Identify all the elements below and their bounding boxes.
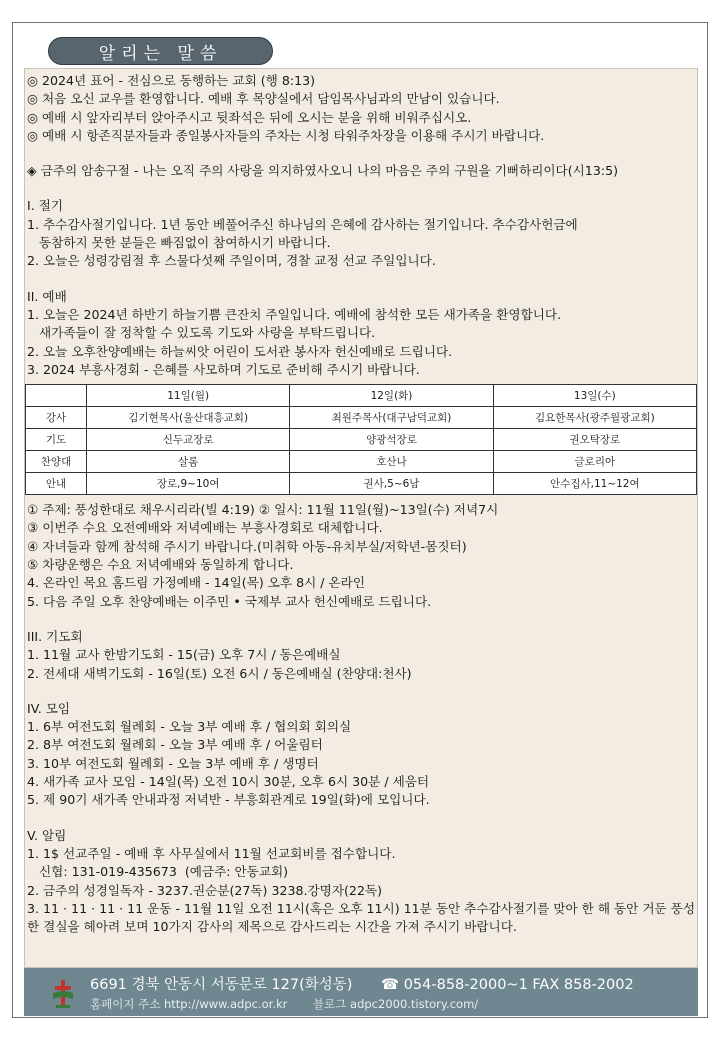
list-item: 동참하지 못한 분들은 빠짐없이 참여하시기 바랍니다. xyxy=(27,235,331,251)
table-cell: 13일(수) xyxy=(493,385,696,407)
announcement-line: ◎ 처음 오신 교우를 환영합니다. 예배 후 목양실에서 담임목사님과의 만남이 있습니다. xyxy=(27,91,500,107)
table-cell: 강사 xyxy=(26,407,87,429)
list-item: ① 주제: 풍성한대로 채우시리라(빌 4:19) ② 일시: 11월 11일(월)~13일(수) 저녁7시 xyxy=(27,502,499,518)
list-item: 4. 온라인 목요 홈드림 가정예배 - 14일(목) 오후 8시 / 온라인 xyxy=(27,575,366,591)
announcement-line: ◎ 예배 시 앞자리부터 앉아주시고 뒷좌석은 뒤에 오시는 분을 위해 비워주십시오. xyxy=(27,109,472,125)
list-item: 1. 6부 여전도회 월례회 - 오늘 3부 예배 후 / 협의회 회의실 xyxy=(27,719,352,735)
list-item: 4. 새가족 교사 모임 - 14일(목) 오전 10시 30분, 오후 6시 30분 / 세움터 xyxy=(27,774,430,790)
table-cell: 김기현목사(울산대흥교회) xyxy=(87,407,290,429)
footer-links xyxy=(90,996,478,1012)
table-cell: 12일(화) xyxy=(290,385,493,407)
page-title-text: 알리는 말씀 xyxy=(98,43,223,64)
list-item: 2. 전세대 새벽기도회 - 16일(토) 오전 6시 / 동은예배실 (찬양대:천사) xyxy=(27,665,412,681)
list-item: 2. 오늘 오후찬양예배는 하늘씨앗 어린이 도서관 봉사자 헌신예배로 드립니다. xyxy=(27,343,453,359)
list-item: 1. 추수감사절기입니다. 1년 동안 베풀어주신 하나님의 은혜에 감사하는 절기입니다. 추수감사헌금에 xyxy=(27,216,578,232)
memory-verse: ◈ 금주의 암송구절 - 나는 오직 주의 사랑을 의지하였사오니 나의 마음은 주의 구원을 기뻐하리이다(시13:5) xyxy=(27,163,619,179)
announcement-line: ◎ 예배 시 항존직분자들과 종일봉사자들의 주차는 시청 타워주차장을 이용해 주시기 바랍니다. xyxy=(27,127,545,143)
footer-contact xyxy=(90,973,634,994)
table-cell: 글로리아 xyxy=(493,451,696,473)
table-cell: 찬양대 xyxy=(26,451,87,473)
table-cell: 안내 xyxy=(26,473,87,495)
section-heading: I. 절기 xyxy=(27,198,64,214)
list-item: 5. 다음 주일 오후 찬양예배는 이주민 • 국제부 교사 헌신예배로 드립니다. xyxy=(27,593,432,609)
footer-address: 6691 경북 안동시 서동문로 127(화성동) xyxy=(90,977,353,993)
table-header-row xyxy=(26,385,697,407)
table-cell: 호산나 xyxy=(290,451,493,473)
table-row xyxy=(26,451,697,473)
list-item: 1. 11월 교사 한밤기도회 - 15(금) 오후 7시 / 동은예배실 xyxy=(27,647,341,663)
section-heading: V. 알림 xyxy=(27,827,67,843)
church-logo-icon xyxy=(52,979,74,1009)
table-cell: 11일(월) xyxy=(87,385,290,407)
list-item: ④ 자녀들과 함께 참석해 주시기 바랍니다.(미취학 아동-유치부실/저학년-몸짓터) xyxy=(27,538,467,554)
table-cell: 김요한목사(광주월광교회) xyxy=(493,407,696,429)
table-row xyxy=(26,473,697,495)
table-cell: 신두교장로 xyxy=(87,429,290,451)
list-item: ⑤ 차량운행은 수요 저녁예배와 동일하게 합니다. xyxy=(27,557,294,573)
list-item: 3. 2024 부흥사경회 - 은혜를 사모하며 기도로 준비해 주시기 바랍니다. xyxy=(27,361,420,377)
homepage-link[interactable]: 홈페이지 주소 http://www.adpc.or.kr xyxy=(90,997,288,1011)
table-cell: 기도 xyxy=(26,429,87,451)
footer xyxy=(24,968,698,1016)
table-cell: 최원주목사(대구남덕교회) xyxy=(290,407,493,429)
section-heading: III. 기도회 xyxy=(27,628,83,644)
blog-link[interactable]: 블로그 adpc2000.tistory.com/ xyxy=(313,997,479,1011)
section-heading: IV. 모임 xyxy=(27,700,71,716)
table-cell xyxy=(26,385,87,407)
section-heading: II. 예배 xyxy=(27,288,67,304)
table-row xyxy=(26,407,697,429)
table-cell: 장로,9~10여 xyxy=(87,473,290,495)
revival-schedule-table xyxy=(25,384,697,495)
list-item: 5. 제 90기 새가족 안내과정 저녁반 - 부흥회관계로 19일(화)에 모입니다. xyxy=(27,792,430,808)
list-item: 새가족들이 잘 정착할 수 있도록 기도와 사랑을 부탁드립니다. xyxy=(27,325,376,341)
list-item: ③ 이번주 수요 오전예배와 저녁예배는 부흥사경회로 대체합니다. xyxy=(27,520,383,536)
footer-phone: ☎ 054-858-2000~1 FAX 858-2002 xyxy=(381,977,634,993)
table-cell: 권오탁장로 xyxy=(493,429,696,451)
announcement-text xyxy=(27,72,695,936)
list-item: 2. 금주의 성경일독자 - 3237.권순분(27독) 3238.강명자(22독) xyxy=(27,882,383,898)
page-title xyxy=(48,37,273,65)
list-item: 1. 오늘은 2024년 하반기 하늘기쁨 큰잔치 주일입니다. 예배에 참석한 모든 새가족을 환영합니다. xyxy=(27,306,562,322)
table-cell: 양광석장로 xyxy=(290,429,493,451)
list-item: 3. 11 · 11 · 11 · 11 운동 - 11월 11일 오전 11시(혹은 오후 11시) 11분 동안 추수감사절기를 맞아 한 해 동안 거둔 풍성한 결실을 헤아려 보며 10가지 감사의 제목으로 감사드리는 시간을 가져 주시기 바랍니다. xyxy=(27,900,695,935)
list-item: 1. 1$ 선교주일 - 예배 후 사무실에서 11월 선교회비를 접수합니다. xyxy=(27,845,396,861)
table-row xyxy=(26,429,697,451)
announcement-line: ◎ 2024년 표어 - 전심으로 동행하는 교회 (행 8:13) xyxy=(27,73,316,88)
announcement-body xyxy=(24,68,698,968)
list-item: 2. 8부 여전도회 월례회 - 오늘 3부 예배 후 / 어울림터 xyxy=(27,737,323,753)
table-cell: 살롬 xyxy=(87,451,290,473)
table-cell: 권사,5~6남 xyxy=(290,473,493,495)
list-item: 3. 10부 여전도회 월례회 - 오늘 3부 예배 후 / 생명터 xyxy=(27,755,319,771)
list-item: 2. 오늘은 성령강림절 후 스물다섯째 주일이며, 경찰 교정 선교 주일입니다. xyxy=(27,253,436,269)
table-cell: 안수집사,11~12여 xyxy=(493,473,696,495)
list-item: 신협: 131-019-435673 (예금주: 안동교회) xyxy=(27,864,289,880)
